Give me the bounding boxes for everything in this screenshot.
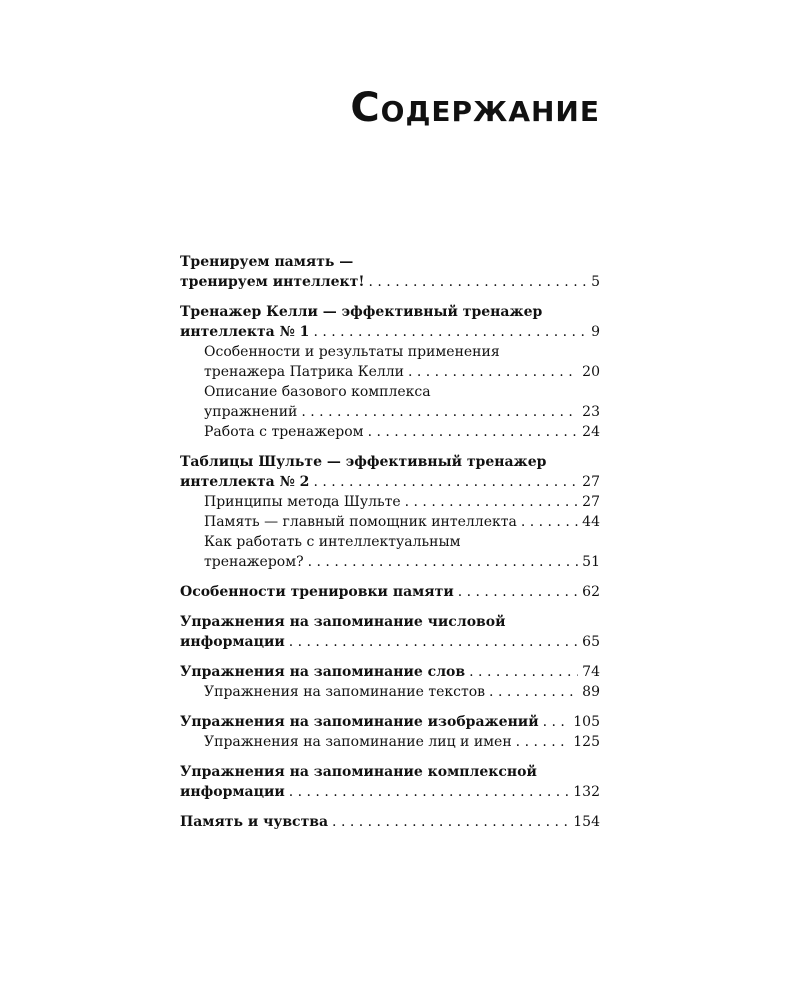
toc-entry-title: Упражнения на запоминание числовой [180,614,506,630]
dot-leader [543,712,570,732]
dot-leader [313,322,587,342]
toc-subentry[interactable] [180,402,600,422]
toc-entry-title: Память и чувства [180,814,329,830]
toc-entry[interactable] [180,662,600,682]
dot-leader [289,632,578,652]
toc-entry-title: интеллекта № 2 [180,474,310,490]
toc-entry-title: Принципы метода Шульте [204,494,401,510]
toc-group [180,582,600,602]
toc-entry[interactable] [180,452,600,472]
toc-entry-title: Особенности тренировки памяти [180,584,454,600]
toc-entry-title: тренажером? [204,554,304,570]
toc-subentry[interactable] [180,422,600,442]
dot-leader [369,272,588,292]
toc-entry-title: Описание базового комплекса [204,384,431,400]
dot-leader [516,732,570,752]
toc-group [180,762,600,802]
table-of-contents [180,252,600,842]
dot-leader [489,682,578,702]
toc-entry[interactable] [180,322,600,342]
toc-entry[interactable] [180,302,600,322]
toc-entry-title: тренажера Патрика Келли [204,364,404,380]
toc-entry[interactable] [180,632,600,652]
toc-page-number: 89 [582,684,600,700]
dot-leader [408,362,578,382]
toc-entry-title: Упражнения на запоминание слов [180,664,466,680]
toc-entry-title: Таблицы Шульте — эффективный тренажер [180,454,547,470]
toc-page-number: 23 [582,404,600,420]
toc-page-number: 20 [582,364,600,380]
toc-entry[interactable] [180,812,600,832]
toc-subentry[interactable] [180,732,600,752]
toc-entry[interactable] [180,762,600,782]
toc-entry[interactable] [180,582,600,602]
toc-page-number: 27 [582,494,600,510]
toc-page-number: 62 [582,584,600,600]
toc-subentry[interactable] [180,512,600,532]
toc-subentry[interactable] [180,532,600,552]
dot-leader [405,492,579,512]
toc-entry[interactable] [180,252,600,272]
dot-leader [289,782,570,802]
toc-page-number: 65 [582,634,600,650]
toc-entry[interactable] [180,712,600,732]
toc-page-number: 132 [573,784,600,800]
toc-subentry[interactable] [180,682,600,702]
toc-page-number: 105 [573,714,600,730]
toc-entry-title: Упражнения на запоминание лиц и имен [204,734,512,750]
dot-leader [521,512,578,532]
toc-entry-title: тренируем интеллект! [180,274,365,290]
toc-entry-title: Память — главный помощник интеллекта [204,514,517,530]
toc-group [180,252,600,292]
toc-entry-title: Как работать с интеллектуальным [204,534,461,550]
toc-entry[interactable] [180,272,600,292]
toc-subentry[interactable] [180,382,600,402]
dot-leader [313,472,578,492]
toc-entry-title: информации [180,634,285,650]
toc-entry-title: Упражнения на запоминание изображений [180,714,539,730]
toc-entry[interactable] [180,782,600,802]
toc-entry-title: Упражнения на запоминание текстов [204,684,486,700]
toc-page-number: 51 [582,554,600,570]
dot-leader [368,422,579,442]
page-title: Содержание [350,85,600,131]
toc-entry-title: Упражнения на запоминание комплексной [180,764,537,780]
dot-leader [332,812,569,832]
toc-subentry[interactable] [180,492,600,512]
toc-subentry[interactable] [180,362,600,382]
dot-leader [301,402,578,422]
toc-subentry[interactable] [180,342,600,362]
toc-entry[interactable] [180,612,600,632]
toc-page-number: 74 [582,664,600,680]
toc-entry-title: интеллекта № 1 [180,324,310,340]
toc-page-number: 125 [573,734,600,750]
toc-group [180,712,600,752]
toc-entry-title: Тренажер Келли — эффективный тренажер [180,304,543,320]
toc-page-number: 9 [591,324,600,340]
toc-entry-title: Особенности и результаты применения [204,344,500,360]
dot-leader [308,552,579,572]
toc-page-number: 27 [582,474,600,490]
toc-entry-title: Тренируем память — [180,254,354,270]
toc-group [180,452,600,572]
toc-page-number: 44 [582,514,600,530]
toc-entry-title: информации [180,784,285,800]
toc-group [180,302,600,442]
toc-page-number: 24 [582,424,600,440]
toc-entry[interactable] [180,472,600,492]
dot-leader [469,662,578,682]
toc-page-number: 154 [573,814,600,830]
toc-group [180,812,600,832]
toc-entry-title: упражнений [204,404,298,420]
toc-entry-title: Работа с тренажером [204,424,364,440]
toc-page-number: 5 [591,274,600,290]
dot-leader [458,582,578,602]
toc-subentry[interactable] [180,552,600,572]
toc-group [180,662,600,702]
toc-group [180,612,600,652]
